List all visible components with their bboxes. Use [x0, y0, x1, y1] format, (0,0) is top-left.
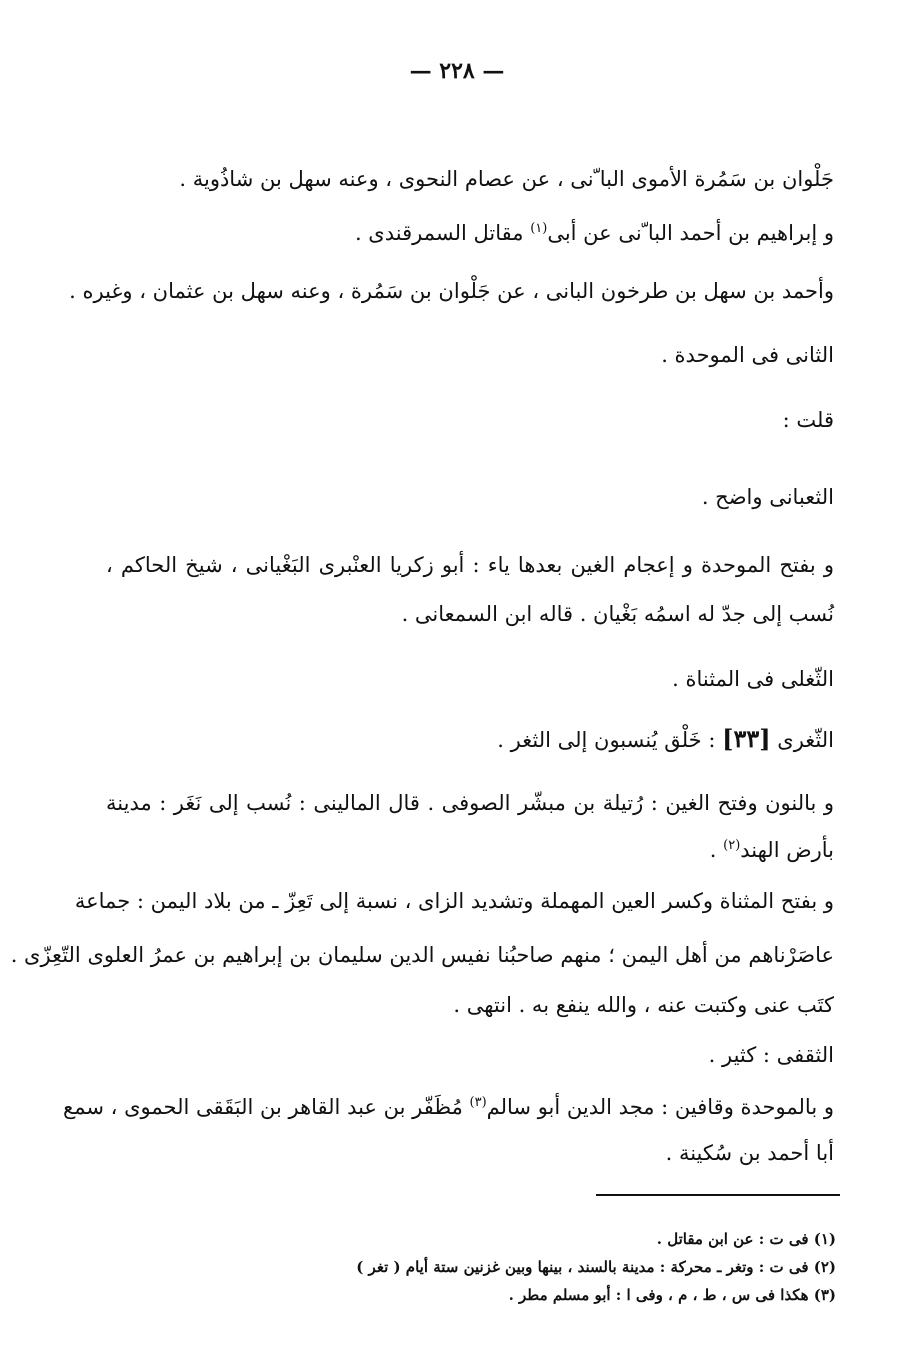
- text-line-3-content: وأحمد بن سهل بن طرخون البانى ، عن جَلْوان بن سَمُرة ، وعنه سهل بن عثمان ، وغيره .: [69, 279, 834, 303]
- text-line-12: [106, 835, 834, 865]
- text-line-6: [106, 482, 834, 512]
- footnote-2: (٢) فى ت : وتغر ـ محركة : مدينة بالسند ، بينها وبين غزنين ستة أيام ( تغر ): [356, 1258, 836, 1276]
- text-line-9-content: الثّغلى فى المثناة .: [672, 667, 834, 691]
- text-line-2-pre: و إبراهيم بن أحمد البا ّنى عن أبى: [547, 221, 834, 245]
- text-line-17: [63, 1092, 834, 1122]
- text-line-3: [69, 276, 834, 306]
- text-line-6-content: الثعبانى واضح .: [701, 485, 834, 509]
- text-line-15: [106, 990, 834, 1020]
- text-line-16-content: الثقفى : كثير .: [708, 1043, 834, 1067]
- text-line-18: [106, 1138, 834, 1168]
- text-line-13: [74, 886, 834, 916]
- section-number: [٣٣]: [722, 724, 771, 753]
- text-line-11-content: و بالنون وفتح الغين : رُتيلة بن مبشّر الصوفى . قال المالينى : نُسب إلى نَغَر : مدينة: [106, 791, 834, 815]
- text-line-5: [106, 405, 834, 435]
- text-line-8-content: نُسب إلى جدّ له اسمُه بَغْيان . قاله ابن السمعانى .: [401, 602, 834, 626]
- text-line-17-post: مُظَفّر بن عبد القاهر بن البَقَقى الحموى ، سمع: [63, 1095, 470, 1119]
- footnote-3: (٣) هكذا فى س ، ط ، م ، وفى ا : أبو مسلم مطر .: [508, 1286, 836, 1304]
- text-line-12-pre: بأرض الهند: [740, 838, 834, 862]
- text-line-17-pre: و بالموحدة وقافين : مجد الدين أبو سالم: [486, 1095, 834, 1119]
- text-line-11: [106, 788, 834, 818]
- text-line-1: [106, 164, 834, 194]
- text-line-12-post: .: [709, 838, 724, 862]
- footnote-ref-1: (١): [530, 221, 548, 236]
- text-line-1-content: جَلْوان بن سَمُرة الأموى البا ّنى ، عن عصام النحوى ، وعنه سهل بن شاذُوية .: [179, 167, 834, 191]
- text-line-2: [106, 218, 834, 248]
- text-line-18-content: أبا أحمد بن سُكينة .: [665, 1141, 834, 1165]
- text-line-14-content: عاصَرْناهم من أهل اليمن ؛ منهم صاحبُنا نفيس الدين سليمان بن إبراهيم بن عمرُ العلوى التّعِزّى .: [10, 943, 834, 967]
- text-line-16: [106, 1040, 834, 1070]
- page-number: — ٢٢٨ —: [409, 58, 505, 84]
- footnote-1: (١) فى ت : عن ابن مقاتل .: [656, 1230, 836, 1248]
- text-line-5-content: قلت :: [782, 408, 834, 432]
- text-line-9: [106, 664, 834, 694]
- text-line-10-post: : خَلْق يُنسبون إلى الثغر .: [497, 728, 723, 752]
- text-line-8: [106, 599, 834, 629]
- text-line-7-content: و بفتح الموحدة و إعجام الغين بعدها ياء : أبو زكريا العنْبرى البَغْيانى ، شيخ الحاكم ،: [106, 553, 834, 577]
- text-line-13-content: و بفتح المثناة وكسر العين المهملة وتشديد الزاى ، نسبة إلى تَعِزّ ـ من بلاد اليمن : جماعة: [74, 889, 834, 913]
- text-line-14: [10, 940, 834, 970]
- text-line-10-pre: الثّغرى: [770, 728, 834, 752]
- text-line-10: [106, 724, 834, 755]
- text-line-4: [106, 340, 834, 370]
- text-line-7: [106, 550, 834, 580]
- text-line-2-post: مقاتل السمرقندى .: [354, 221, 531, 245]
- footnote-divider: [596, 1194, 840, 1196]
- text-line-4-content: الثانى فى الموحدة .: [661, 343, 834, 367]
- text-line-15-content: كتَب عنى وكتبت عنه ، والله ينفع به . انتهى .: [453, 993, 834, 1017]
- footnote-ref-2: (٢): [723, 838, 741, 853]
- footnote-ref-3: (٣): [469, 1095, 487, 1110]
